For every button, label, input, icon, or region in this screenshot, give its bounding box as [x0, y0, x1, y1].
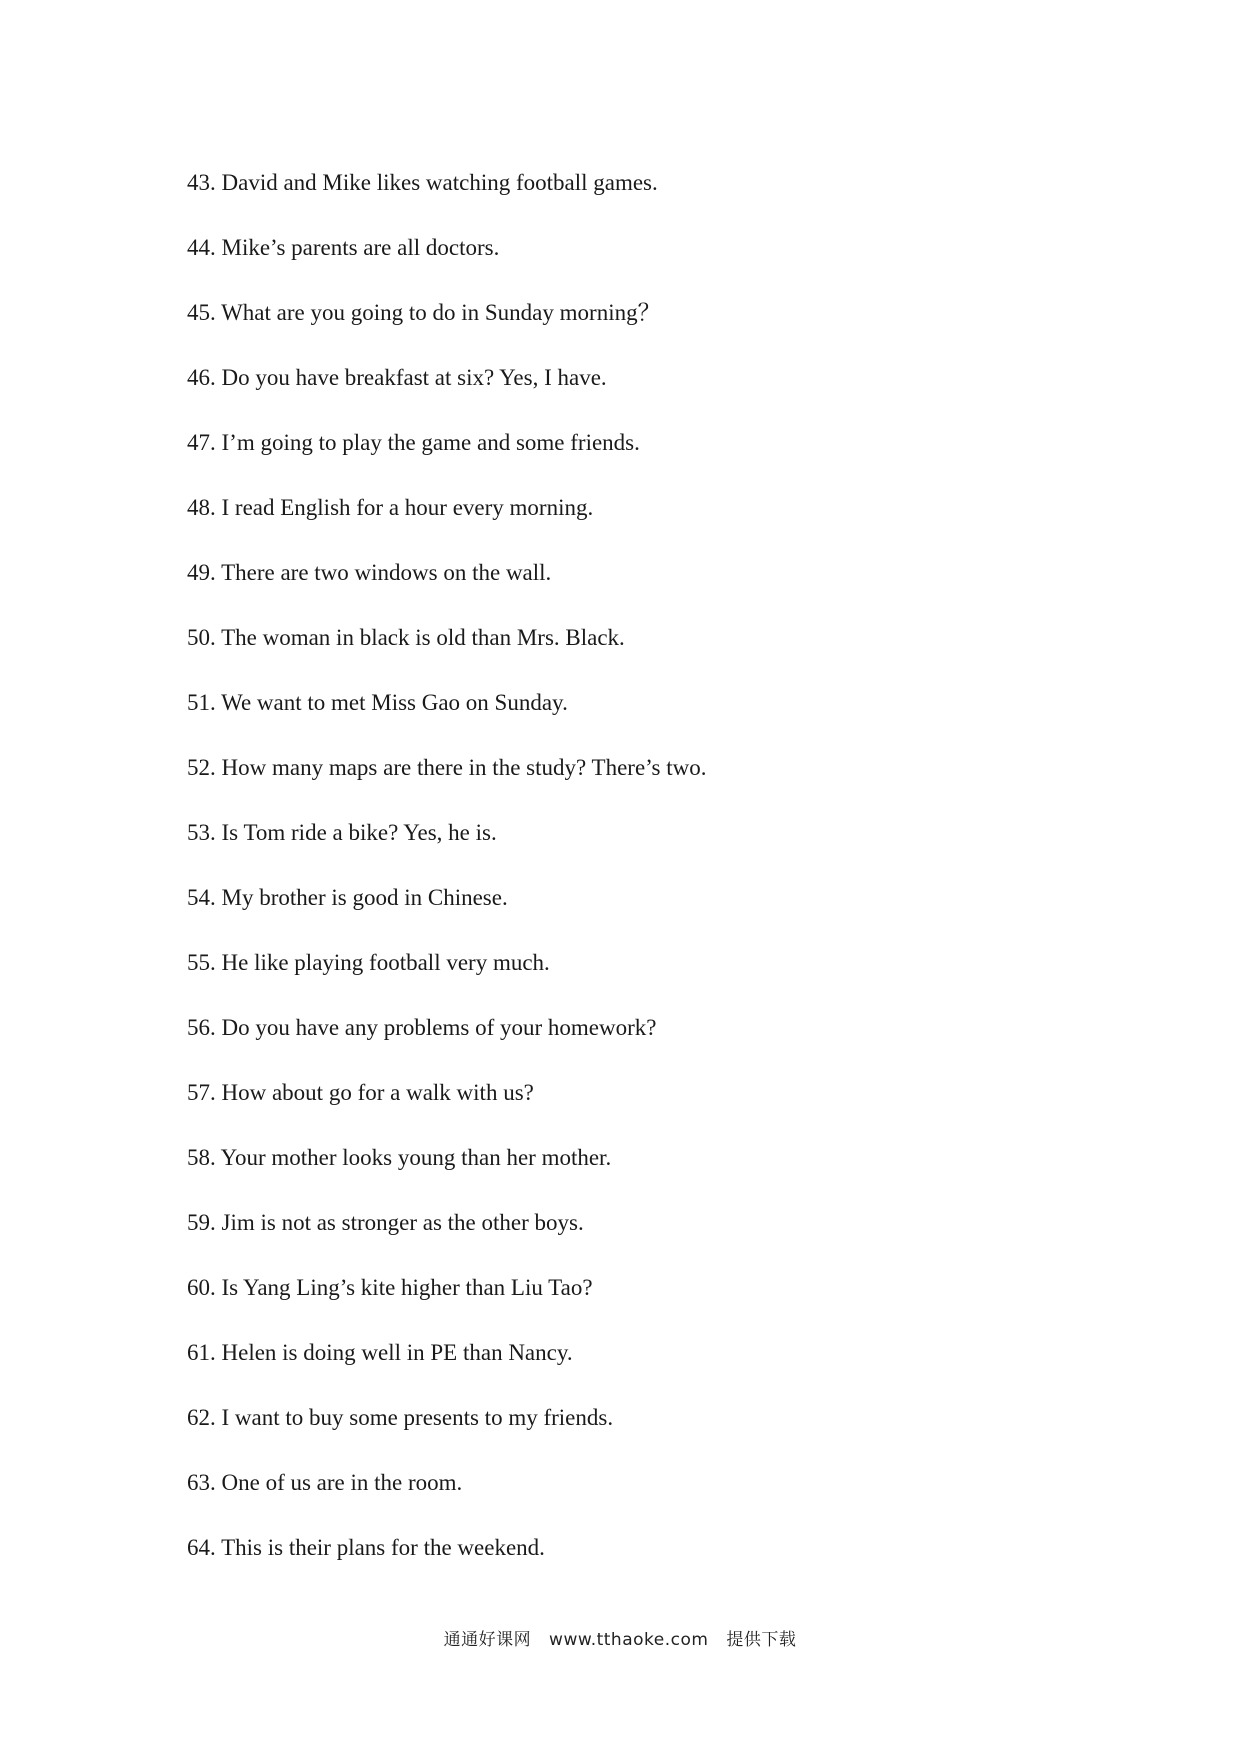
sentence-item: 63. One of us are in the room.	[187, 1470, 463, 1495]
sentence-item: 60. Is Yang Ling’s kite higher than Liu Tao?	[187, 1275, 593, 1300]
sentence-item: 46. Do you have breakfast at six? Yes, I have.	[187, 365, 607, 390]
sentence-item: 50. The woman in black is old than Mrs. Black.	[187, 625, 625, 650]
sentence-item: 57. How about go for a walk with us?	[187, 1080, 534, 1105]
sentence-item: 54. My brother is good in Chinese.	[187, 885, 508, 910]
footer-site-name: 通通好课网	[443, 1630, 532, 1650]
page-footer	[0, 1625, 1240, 1650]
sentence-item: 53. Is Tom ride a bike? Yes, he is.	[187, 820, 497, 845]
sentence-item: 59. Jim is not as stronger as the other boys.	[187, 1210, 584, 1235]
sentence-item: 62. I want to buy some presents to my friends.	[187, 1405, 614, 1430]
sentence-item: 64. This is their plans for the weekend.	[187, 1535, 545, 1560]
sentence-item: 51. We want to met Miss Gao on Sunday.	[187, 690, 568, 715]
footer-note: 提供下载	[726, 1630, 797, 1650]
sentence-item: 58. Your mother looks young than her mother.	[187, 1145, 612, 1170]
sentence-item: 48. I read English for a hour every morning.	[187, 495, 594, 520]
sentence-item: 55. He like playing football very much.	[187, 950, 550, 975]
sentence-list	[187, 160, 707, 1590]
sentence-item: 61. Helen is doing well in PE than Nancy.	[187, 1340, 573, 1365]
sentence-item: 43. David and Mike likes watching football games.	[187, 170, 658, 195]
sentence-item: 49. There are two windows on the wall.	[187, 560, 552, 585]
sentence-item: 56. Do you have any problems of your homework?	[187, 1015, 657, 1040]
sentence-item: 47. I’m going to play the game and some friends.	[187, 430, 640, 455]
sentence-item: 45. What are you going to do in Sunday morning？	[187, 300, 661, 325]
sentence-item: 44. Mike’s parents are all doctors.	[187, 235, 500, 260]
sentence-item: 52. How many maps are there in the study? There’s two.	[187, 755, 707, 780]
footer-url: www.tthaoke.com	[549, 1630, 709, 1650]
